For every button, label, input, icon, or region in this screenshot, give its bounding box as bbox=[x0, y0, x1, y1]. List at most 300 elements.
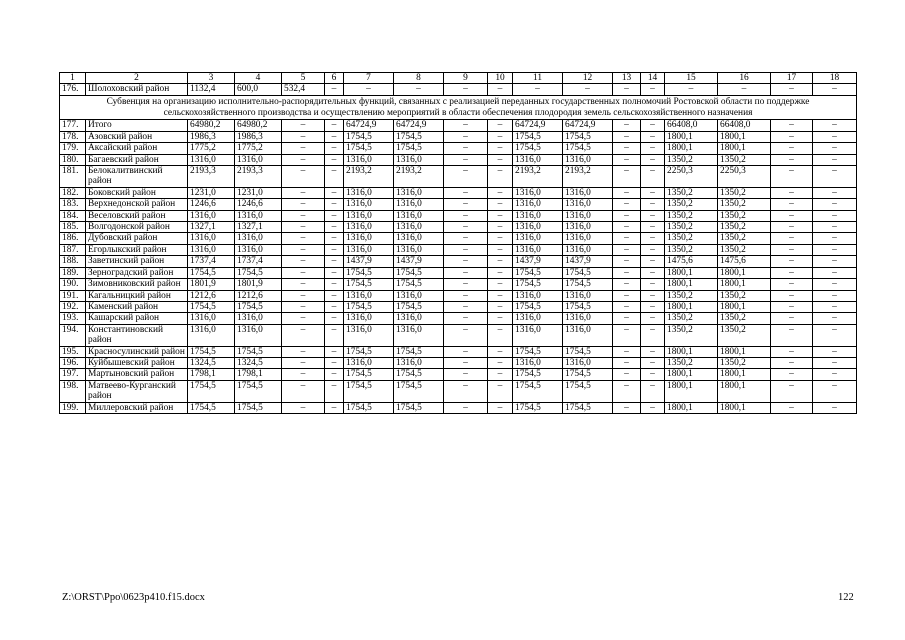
table-cell: – bbox=[325, 346, 344, 357]
table-cell: – bbox=[813, 313, 857, 324]
table-cell: 64724,9 bbox=[394, 120, 444, 131]
table-cell: 1754,5 bbox=[513, 267, 563, 278]
table-cell: – bbox=[488, 120, 513, 131]
table-cell: 1316,0 bbox=[513, 187, 563, 198]
table-cell: 1754,5 bbox=[394, 267, 444, 278]
table-cell: – bbox=[394, 84, 444, 95]
table-cell: – bbox=[771, 244, 813, 255]
table-cell: 1800,1 bbox=[665, 369, 718, 380]
table-cell: – bbox=[813, 402, 857, 413]
table-cell: 1316,0 bbox=[513, 244, 563, 255]
table-cell: 1316,0 bbox=[394, 154, 444, 165]
table-cell: 1316,0 bbox=[394, 357, 444, 368]
table-cell: – bbox=[771, 199, 813, 210]
table-row bbox=[60, 233, 857, 244]
table-cell: 1316,0 bbox=[188, 210, 235, 221]
table-cell: 1800,1 bbox=[665, 346, 718, 357]
file-path: Z:\ORST\Ppo\0623p410.f15.docx bbox=[62, 592, 205, 603]
table-cell: 1754,5 bbox=[235, 301, 282, 312]
table-cell: 1800,1 bbox=[718, 380, 771, 402]
row-number: 193. bbox=[60, 313, 86, 324]
table-cell: – bbox=[325, 380, 344, 402]
table-cell: 2193,3 bbox=[235, 166, 282, 188]
table-cell: 1316,0 bbox=[513, 290, 563, 301]
table-cell: 1350,2 bbox=[665, 357, 718, 368]
table-cell: – bbox=[444, 154, 488, 165]
table-cell: – bbox=[325, 244, 344, 255]
table-cell: 1350,2 bbox=[718, 154, 771, 165]
table-cell: – bbox=[813, 380, 857, 402]
table-cell: – bbox=[444, 301, 488, 312]
table-cell: 64724,9 bbox=[513, 120, 563, 131]
table-cell: 1316,0 bbox=[513, 233, 563, 244]
table-cell: 1316,0 bbox=[563, 222, 613, 233]
table-cell: 1800,1 bbox=[718, 267, 771, 278]
table-cell: – bbox=[771, 267, 813, 278]
table-cell: – bbox=[813, 290, 857, 301]
table-cell: – bbox=[771, 84, 813, 95]
table-cell: 1316,0 bbox=[235, 324, 282, 346]
table-cell: 1316,0 bbox=[563, 199, 613, 210]
table-cell: – bbox=[771, 143, 813, 154]
table-cell: 1327,1 bbox=[188, 222, 235, 233]
table-cell: – bbox=[444, 357, 488, 368]
table-cell: 1775,2 bbox=[235, 143, 282, 154]
table-cell: 1800,1 bbox=[665, 267, 718, 278]
column-number: 1 bbox=[60, 73, 86, 84]
table-cell: 1350,2 bbox=[665, 233, 718, 244]
table-row bbox=[60, 290, 857, 301]
table-cell: 1350,2 bbox=[718, 199, 771, 210]
table-cell: 1737,4 bbox=[235, 256, 282, 267]
table-cell: 1316,0 bbox=[344, 357, 394, 368]
table-cell: – bbox=[488, 166, 513, 188]
row-number: 189. bbox=[60, 267, 86, 278]
table-cell: – bbox=[613, 346, 641, 357]
table-cell: – bbox=[813, 267, 857, 278]
table-cell: 1986,3 bbox=[235, 131, 282, 142]
table-cell: – bbox=[641, 166, 665, 188]
table-cell: 1350,2 bbox=[665, 210, 718, 221]
table-cell: – bbox=[813, 301, 857, 312]
table-row bbox=[60, 143, 857, 154]
table-cell: – bbox=[282, 143, 325, 154]
table-cell: – bbox=[613, 290, 641, 301]
table-cell: 1212,6 bbox=[235, 290, 282, 301]
table-cell: – bbox=[613, 233, 641, 244]
row-number: 185. bbox=[60, 222, 86, 233]
table-row bbox=[60, 199, 857, 210]
table-cell: – bbox=[771, 369, 813, 380]
table-cell: – bbox=[641, 290, 665, 301]
table-cell: 1350,2 bbox=[665, 324, 718, 346]
table-cell: – bbox=[771, 380, 813, 402]
table-cell: 1754,5 bbox=[344, 346, 394, 357]
table-cell: – bbox=[613, 210, 641, 221]
table-cell: 1316,0 bbox=[563, 313, 613, 324]
table-cell: 1800,1 bbox=[718, 143, 771, 154]
table-cell: – bbox=[641, 154, 665, 165]
table-cell: 1350,2 bbox=[718, 324, 771, 346]
table-cell: – bbox=[613, 120, 641, 131]
table-cell: – bbox=[488, 346, 513, 357]
table-cell: – bbox=[641, 244, 665, 255]
table-cell: 1316,0 bbox=[344, 154, 394, 165]
table-cell: – bbox=[641, 279, 665, 290]
table-cell: 2193,2 bbox=[394, 166, 444, 188]
district-name: Мартыновский район bbox=[86, 369, 188, 380]
row-number: 179. bbox=[60, 143, 86, 154]
table-cell: 1350,2 bbox=[718, 313, 771, 324]
table-cell: 1316,0 bbox=[394, 199, 444, 210]
table-cell: 1316,0 bbox=[513, 313, 563, 324]
table-cell: 1316,0 bbox=[235, 244, 282, 255]
table-cell: – bbox=[282, 154, 325, 165]
table-cell: 1800,1 bbox=[718, 402, 771, 413]
table-cell: – bbox=[771, 324, 813, 346]
table-cell: 1754,5 bbox=[563, 402, 613, 413]
table-cell: – bbox=[325, 120, 344, 131]
table-cell: – bbox=[444, 166, 488, 188]
table-cell: – bbox=[444, 279, 488, 290]
table-cell: – bbox=[282, 222, 325, 233]
section-title: Субвенция на организацию исполнительно-распорядительных функций, связанных с реализацией переданных государственных полномочий Ростовской области по поддержке сельскохозяйственного производства и осуществлению мероприятий в области обеспечения плодородия земель сельскохозяйственного назначения bbox=[60, 95, 857, 120]
district-name: Зерноградский район bbox=[86, 267, 188, 278]
district-name: Верхнедонской район bbox=[86, 199, 188, 210]
table-cell: – bbox=[771, 222, 813, 233]
table-cell: – bbox=[282, 279, 325, 290]
column-number: 5 bbox=[282, 73, 325, 84]
table-cell: – bbox=[813, 84, 857, 95]
row-number: 180. bbox=[60, 154, 86, 165]
table-cell: 1316,0 bbox=[235, 210, 282, 221]
table-cell: – bbox=[488, 256, 513, 267]
table-cell: – bbox=[771, 313, 813, 324]
table-cell: – bbox=[813, 244, 857, 255]
table-cell: 1350,2 bbox=[718, 210, 771, 221]
row-number: 191. bbox=[60, 290, 86, 301]
table-cell: 1754,5 bbox=[563, 346, 613, 357]
table-cell: – bbox=[488, 154, 513, 165]
table-cell: – bbox=[325, 279, 344, 290]
table-cell: 1316,0 bbox=[188, 154, 235, 165]
column-number: 3 bbox=[188, 73, 235, 84]
table-cell: – bbox=[444, 222, 488, 233]
district-name: Шолоховский район bbox=[86, 84, 188, 95]
table-cell: 1316,0 bbox=[394, 187, 444, 198]
table-cell: 1754,5 bbox=[188, 402, 235, 413]
table-cell: 1800,1 bbox=[665, 279, 718, 290]
table-cell: 1316,0 bbox=[188, 324, 235, 346]
table-cell: 1754,5 bbox=[344, 143, 394, 154]
table-cell: – bbox=[282, 369, 325, 380]
table-cell: – bbox=[325, 290, 344, 301]
row-number: 192. bbox=[60, 301, 86, 312]
table-cell: – bbox=[282, 120, 325, 131]
table-cell: – bbox=[488, 290, 513, 301]
table-cell: 1316,0 bbox=[394, 233, 444, 244]
table-cell: – bbox=[641, 84, 665, 95]
table-cell: – bbox=[771, 166, 813, 188]
table-cell: – bbox=[613, 143, 641, 154]
table-row bbox=[60, 357, 857, 368]
table-cell: 1350,2 bbox=[718, 187, 771, 198]
row-number: 197. bbox=[60, 369, 86, 380]
table-cell: – bbox=[282, 301, 325, 312]
table-cell: – bbox=[613, 380, 641, 402]
table-cell: 1316,0 bbox=[563, 154, 613, 165]
table-cell: 1754,5 bbox=[394, 380, 444, 402]
table-cell: – bbox=[813, 166, 857, 188]
table-cell: 1800,1 bbox=[665, 301, 718, 312]
table-cell: 1437,9 bbox=[513, 256, 563, 267]
row-number: 182. bbox=[60, 187, 86, 198]
table-cell: 1800,1 bbox=[665, 131, 718, 142]
table-cell: 1316,0 bbox=[344, 210, 394, 221]
table-cell: 1316,0 bbox=[513, 199, 563, 210]
table-cell: – bbox=[488, 199, 513, 210]
district-name: Куйбышевский район bbox=[86, 357, 188, 368]
table-row bbox=[60, 313, 857, 324]
table-cell: – bbox=[444, 233, 488, 244]
table-row bbox=[60, 402, 857, 413]
table-cell: – bbox=[325, 324, 344, 346]
column-number: 14 bbox=[641, 73, 665, 84]
table-cell: 66408,0 bbox=[665, 120, 718, 131]
table-cell: 1246,6 bbox=[235, 199, 282, 210]
table-cell: 1316,0 bbox=[235, 233, 282, 244]
table-row bbox=[60, 324, 857, 346]
table-row bbox=[60, 346, 857, 357]
table-cell: 1246,6 bbox=[188, 199, 235, 210]
table-cell: 1754,5 bbox=[394, 301, 444, 312]
table-cell: – bbox=[513, 84, 563, 95]
table-cell: – bbox=[488, 402, 513, 413]
table-cell: – bbox=[444, 256, 488, 267]
table-cell: 1316,0 bbox=[394, 290, 444, 301]
row-number: 194. bbox=[60, 324, 86, 346]
table-cell: 1754,5 bbox=[513, 279, 563, 290]
table-cell: – bbox=[282, 324, 325, 346]
district-name: Волгодонской район bbox=[86, 222, 188, 233]
table-cell: – bbox=[613, 256, 641, 267]
table-cell: 1754,5 bbox=[513, 301, 563, 312]
table-cell: 1754,5 bbox=[188, 301, 235, 312]
table-cell: 1800,1 bbox=[718, 301, 771, 312]
table-cell: – bbox=[325, 357, 344, 368]
table-cell: – bbox=[641, 267, 665, 278]
district-name: Матвеево-Курганский район bbox=[86, 380, 188, 402]
table-cell: – bbox=[444, 244, 488, 255]
table-cell: 1316,0 bbox=[513, 222, 563, 233]
table-cell: 1754,5 bbox=[394, 279, 444, 290]
table-cell: 1754,5 bbox=[394, 346, 444, 357]
table-cell: – bbox=[325, 222, 344, 233]
table-cell: – bbox=[282, 290, 325, 301]
table-cell: 1350,2 bbox=[718, 222, 771, 233]
table-cell: 1316,0 bbox=[563, 233, 613, 244]
table-cell: 1316,0 bbox=[513, 357, 563, 368]
table-cell: – bbox=[641, 120, 665, 131]
table-cell: – bbox=[488, 187, 513, 198]
table-cell: – bbox=[325, 84, 344, 95]
table-cell: – bbox=[813, 120, 857, 131]
table-cell: – bbox=[771, 233, 813, 244]
table-cell: 1754,5 bbox=[563, 131, 613, 142]
table-row bbox=[60, 84, 857, 95]
page-number: 122 bbox=[838, 592, 854, 603]
table-cell: – bbox=[641, 324, 665, 346]
table-cell: – bbox=[613, 357, 641, 368]
table-cell: – bbox=[444, 143, 488, 154]
table-cell: 2250,3 bbox=[718, 166, 771, 188]
table-cell: – bbox=[613, 267, 641, 278]
table-cell: 1754,5 bbox=[235, 402, 282, 413]
table-cell: 1754,5 bbox=[344, 369, 394, 380]
table-cell: – bbox=[444, 131, 488, 142]
table-cell: – bbox=[641, 199, 665, 210]
row-number: 196. bbox=[60, 357, 86, 368]
table-cell: – bbox=[325, 154, 344, 165]
table-cell: 1437,9 bbox=[394, 256, 444, 267]
table-cell: – bbox=[325, 166, 344, 188]
table-cell: 1754,5 bbox=[344, 279, 394, 290]
table-cell: – bbox=[488, 222, 513, 233]
table-cell: 1132,4 bbox=[188, 84, 235, 95]
table-cell: 1316,0 bbox=[563, 244, 613, 255]
table-cell: 1801,9 bbox=[235, 279, 282, 290]
table-cell: 1754,5 bbox=[513, 402, 563, 413]
table-cell: – bbox=[488, 143, 513, 154]
district-name: Багаевский район bbox=[86, 154, 188, 165]
table-cell: 1800,1 bbox=[718, 346, 771, 357]
district-name: Константиновский район bbox=[86, 324, 188, 346]
table-cell: 1316,0 bbox=[563, 290, 613, 301]
table-cell: – bbox=[771, 290, 813, 301]
table-cell: – bbox=[488, 357, 513, 368]
table-cell: 1316,0 bbox=[344, 222, 394, 233]
table-cell: 1350,2 bbox=[718, 290, 771, 301]
table-cell: 1754,5 bbox=[513, 369, 563, 380]
table-cell: – bbox=[444, 380, 488, 402]
table-cell: – bbox=[488, 131, 513, 142]
table-cell: – bbox=[613, 166, 641, 188]
table-cell: 1316,0 bbox=[344, 313, 394, 324]
table-cell: 1754,5 bbox=[513, 380, 563, 402]
table-cell: 1475,6 bbox=[665, 256, 718, 267]
row-number: 198. bbox=[60, 380, 86, 402]
table-cell: – bbox=[641, 131, 665, 142]
table-cell: – bbox=[613, 279, 641, 290]
table-cell: 64724,9 bbox=[563, 120, 613, 131]
table-cell: 66408,0 bbox=[718, 120, 771, 131]
district-name: Веселовский район bbox=[86, 210, 188, 221]
table-cell: – bbox=[444, 267, 488, 278]
table-cell: 1324,5 bbox=[188, 357, 235, 368]
table-cell: 1350,2 bbox=[665, 154, 718, 165]
row-number: 177. bbox=[60, 120, 86, 131]
table-cell: – bbox=[282, 313, 325, 324]
table-cell: – bbox=[325, 199, 344, 210]
table-cell: – bbox=[718, 84, 771, 95]
table-cell: – bbox=[282, 380, 325, 402]
column-number: 8 bbox=[394, 73, 444, 84]
table-cell: 1316,0 bbox=[344, 290, 394, 301]
table-cell: – bbox=[613, 369, 641, 380]
table-row bbox=[60, 187, 857, 198]
district-name: Егорлыкский район bbox=[86, 244, 188, 255]
table-cell: – bbox=[488, 84, 513, 95]
table-cell: – bbox=[641, 187, 665, 198]
row-number: 181. bbox=[60, 166, 86, 188]
table-cell: 1212,6 bbox=[188, 290, 235, 301]
table-cell: 1437,9 bbox=[344, 256, 394, 267]
table-cell: – bbox=[813, 222, 857, 233]
table-cell: – bbox=[488, 324, 513, 346]
table-cell: 1316,0 bbox=[394, 210, 444, 221]
table-cell: 1350,2 bbox=[718, 244, 771, 255]
table-cell: 1316,0 bbox=[344, 244, 394, 255]
row-number: 199. bbox=[60, 402, 86, 413]
table-cell: 2193,3 bbox=[188, 166, 235, 188]
column-number: 18 bbox=[813, 73, 857, 84]
table-cell: – bbox=[641, 210, 665, 221]
table-cell: – bbox=[444, 199, 488, 210]
table-cell: – bbox=[325, 143, 344, 154]
table-cell: 1316,0 bbox=[344, 187, 394, 198]
table-cell: – bbox=[282, 166, 325, 188]
table-cell: 1316,0 bbox=[344, 233, 394, 244]
table-cell: 1350,2 bbox=[665, 187, 718, 198]
table-cell: – bbox=[444, 84, 488, 95]
table-cell: – bbox=[488, 313, 513, 324]
column-number: 11 bbox=[513, 73, 563, 84]
table-cell: – bbox=[613, 301, 641, 312]
table-cell: – bbox=[613, 324, 641, 346]
table-cell: – bbox=[641, 313, 665, 324]
table-cell: – bbox=[771, 154, 813, 165]
column-number: 15 bbox=[665, 73, 718, 84]
table-cell: – bbox=[488, 233, 513, 244]
district-name: Миллеровский район bbox=[86, 402, 188, 413]
table-cell: – bbox=[488, 244, 513, 255]
table-cell: 1800,1 bbox=[718, 279, 771, 290]
district-name: Азовский район bbox=[86, 131, 188, 142]
table-row bbox=[60, 166, 857, 188]
table-cell: 1316,0 bbox=[563, 324, 613, 346]
district-name: Кашарский район bbox=[86, 313, 188, 324]
table-row bbox=[60, 244, 857, 255]
table-cell: – bbox=[771, 346, 813, 357]
document-page bbox=[59, 72, 856, 414]
district-name: Боковский район bbox=[86, 187, 188, 198]
table-cell: – bbox=[771, 357, 813, 368]
table-cell: 1350,2 bbox=[718, 357, 771, 368]
table-cell: 1316,0 bbox=[513, 324, 563, 346]
table-cell: 1798,1 bbox=[235, 369, 282, 380]
table-row bbox=[60, 267, 857, 278]
table-cell: 1754,5 bbox=[344, 131, 394, 142]
table-cell: 1754,5 bbox=[235, 267, 282, 278]
table-cell: 1801,9 bbox=[188, 279, 235, 290]
table-cell: – bbox=[771, 131, 813, 142]
row-number: 176. bbox=[60, 84, 86, 95]
table-cell: – bbox=[771, 210, 813, 221]
table-cell: – bbox=[488, 210, 513, 221]
table-cell: – bbox=[771, 301, 813, 312]
row-number: 188. bbox=[60, 256, 86, 267]
table-cell: – bbox=[282, 267, 325, 278]
